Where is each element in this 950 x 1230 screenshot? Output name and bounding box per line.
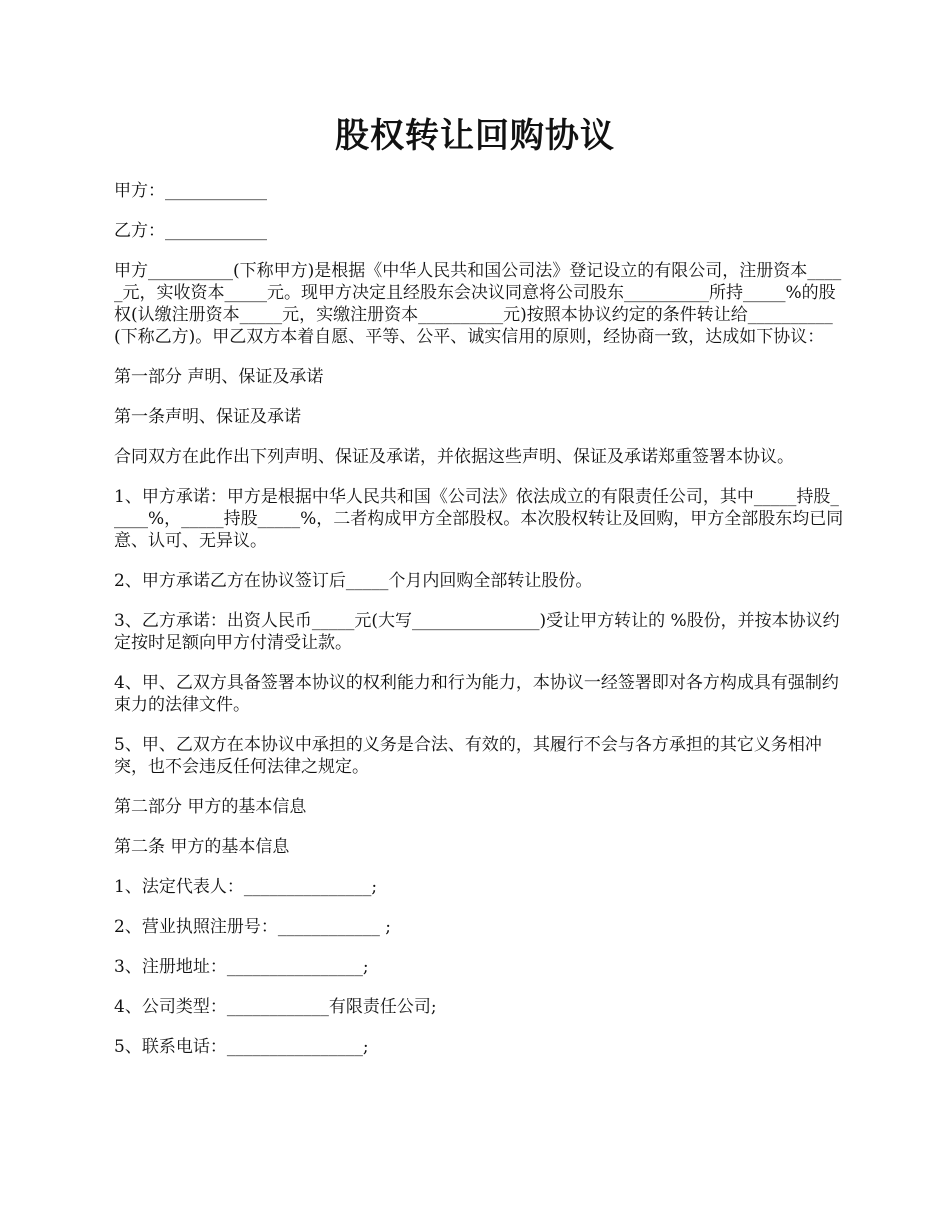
info-legal-representative: 1、法定代表人：_______________; [114,877,378,897]
info-company-type: 4、公司类型：____________有限责任公司; [114,997,437,1017]
document-body [114,180,844,1076]
info-phone: 5、联系电话：________________; [114,1037,369,1057]
clause-3: 3、乙方承诺：出资人民币_____元(大写_______________)受让甲方转让的 %股份，并按本协议约定按时足额向甲方付清受让款。 [114,611,840,653]
info-registered-address: 3、注册地址：________________; [114,957,369,977]
part-one-heading: 第一部分 声明、保证及承诺 [114,367,324,387]
info-license-number: 2、营业执照注册号：____________ ; [114,917,391,937]
clause-2: 2、甲方承诺乙方在协议签订后_____个月内回购全部转让股份。 [114,571,593,591]
clause-5: 5、甲、乙双方在本协议中承担的义务是合法、有效的，其履行不会与各方承担的其它义务相冲突，也不会违反任何法律之规定。 [114,735,822,777]
document-title: 股权转让回购协议 [335,116,615,156]
article-two-heading: 第二条 甲方的基本信息 [114,837,290,857]
article-one-intro: 合同双方在此作出下列声明、保证及承诺，并依据这些声明、保证及承诺郑重签署本协议。 [114,447,794,467]
preamble-paragraph: 甲方__________(下称甲方)是根据《中华人民共和国公司法》登记设立的有限公司，注册资本_____元，实收资本_____元。现甲方决定且经股东会决议同意将公司股东__________所持_____%的股权(认缴注册资本_____元，实缴注册资本__________元)按照本协议约定的条件转让给__________(下称乙方)。甲乙双方本着自愿、平等、公平、诚实信用的原则，经协商一致，达成如下协议： [114,261,842,347]
party-a-line: 甲方：____________ [114,181,267,201]
article-one-heading: 第一条声明、保证及承诺 [114,407,301,427]
part-two-heading: 第二部分 甲方的基本信息 [114,797,307,817]
clause-4: 4、甲、乙双方具备签署本协议的权利能力和行为能力，本协议一经签署即对各方构成具有强制约束力的法律文件。 [114,673,839,715]
party-b-line: 乙方：____________ [114,221,267,241]
clause-1: 1、甲方承诺：甲方是根据中华人民共和国《公司法》依法成立的有限责任公司，其中_____持股_____%，_____持股_____%，二者构成甲方全部股权。本次股权转让及回购，甲方全部股东均已同意、认可、无异议。 [114,487,844,551]
